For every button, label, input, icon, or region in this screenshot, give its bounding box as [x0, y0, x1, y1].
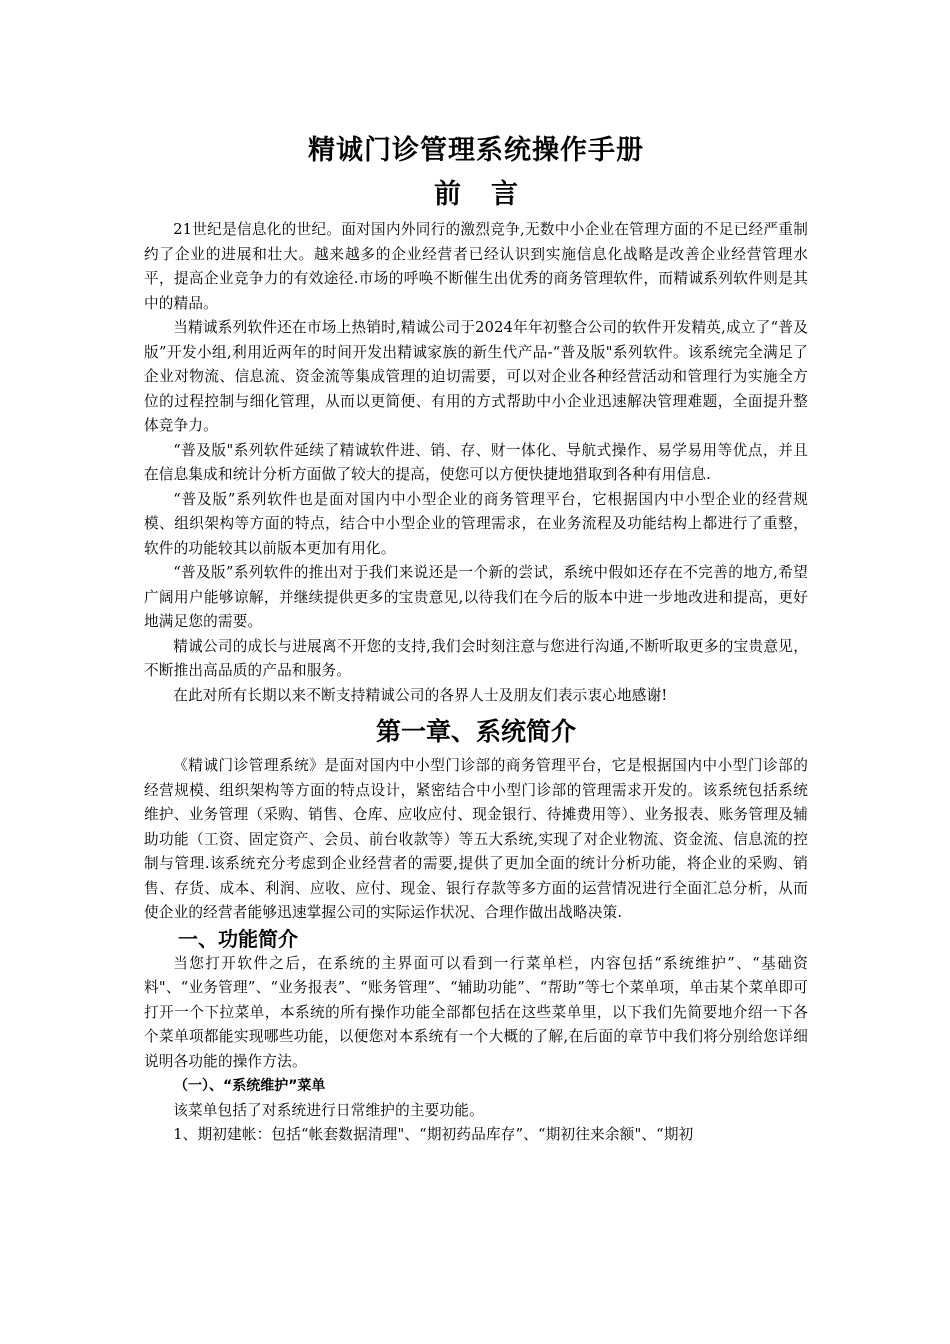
preface-paragraph-6: 精诚公司的成长与进展离不开您的支持,我们会时刻注意与您进行沟通,不断听取更多的宝贵意见，不断推出高品质的产品和服务。 [144, 637, 808, 679]
preface-paragraph-4: “普及版”系列软件也是面对国内中小型企业的商务管理平台，它根据国内中小型企业的经营规模、组织架构等方面的特点，结合中小型企业的管理需求，在业务流程及功能结构上都进行了重整，软件的功能较其以前版本更加有用化。 [144, 490, 808, 557]
section-1-paragraph: 当您打开软件之后，在系统的主界面可以看到一行菜单栏，内容包括“系统维护”、“基础资料"、“业务管理”、“业务报表”、“账务管理”、“辅助功能”、“帮助”等七个菜单项，单击某个菜单即可打开一个下拉菜单，本系统的所有操作功能全部都包括在这些菜单里，以下我们先简要地介绍一下各个菜单项都能实现哪些功能，以便您对本系统有一个大概的了解,在后面的章节中我们将分别给您详细说明各功能的操作方法。 [144, 954, 808, 1070]
preface-paragraph-1: 21世纪是信息化的世纪。面对国内外同行的激烈竞争,无数中小企业在管理方面的不足已经严重制约了企业的进展和壮大。越来越多的企业经营者已经认识到实施信息化战略是改善企业经营管理水平，提高企业竞争力的有效途径.市场的呼唤不断催生出优秀的商务管理软件，而精诚系列软件则是其中的精品。 [144, 221, 808, 312]
preface-paragraph-3: “普及版"系列软件延续了精诚软件进、销、存、财一体化、导航式操作、易学易用等优点，并且在信息集成和统计分析方面做了较大的提高，使您可以方便快捷地猎取到各种有用信息. [144, 441, 808, 483]
subsection-heading: （一）、“系统维护”菜单 [174, 1078, 326, 1094]
document-body [144, 132, 808, 1148]
subsection-paragraph-1: 该菜单包括了对系统进行日常维护的主要功能。 [173, 1101, 484, 1119]
subsection-paragraph-2: 1、期初建帐：包括“帐套数据清理"、“期初药品库存”、“期初往来余额"、“期初 [173, 1126, 694, 1143]
preface-paragraph-7: 在此对所有长期以来不断支持精诚公司的各界人士及朋友们表示衷心地感谢! [173, 686, 668, 704]
preface-paragraph-2: 当精诚系列软件还在市场上热销时,精诚公司于2024年年初整合公司的软件开发精英,成立了“普及版”开发小组,利用近两年的时间开发出精诚家族的新生代产品-“普及版"系列软件。该系统完全满足了企业对物流、信息流、资金流等集成管理的迫切需要，可以对企业各种经营活动和管理行为实施全方位的过程控制与细化管理，从而以更简便、有用的方式帮助中小企业迅速解决管理难题，全面提升整体竞争力。 [144, 319, 808, 434]
chapter-1-heading: 第一章、系统简介 [375, 717, 576, 746]
preface-heading: 前言 [434, 179, 548, 210]
section-1-heading: 一、功能简介 [178, 926, 298, 951]
document-title: 精诚门诊管理系统操作手册 [308, 135, 644, 166]
preface-paragraph-5: “普及版”系列软件的推出对于我们来说还是一个新的尝试，系统中假如还存在不完善的地方,希望广阔用户能够谅解，并继续提供更多的宝贵意见,以待我们在今后的版本中进一步地改进和提高，更好地满足您的需要。 [144, 564, 808, 630]
chapter-1-intro: 《精诚门诊管理系统》是面对国内中小型门诊部的商务管理平台，它是根据国内中小型门诊部的经营规模、组织架构等方面的特点设计，紧密结合中小型门诊部的管理需求开发的。该系统包括系统维护、业务管理（采购、销售、仓库、应收应付、现金银行、待摊费用等）、业务报表、账务管理及辅助功能（工资、固定资产、会员、前台收款等）等五大系统,实现了对企业物流、资金流、信息流的控制与管理.该系统充分考虑到企业经营者的需要,提供了更加全面的统计分析功能，将企业的采购、销售、存货、成本、利润、应收、应付、现金、银行存款等多方面的运营情况进行全面汇总分析，从而使企业的经营者能够迅速掌握公司的实际运作状况、合理作做出战略决策. [144, 757, 808, 921]
